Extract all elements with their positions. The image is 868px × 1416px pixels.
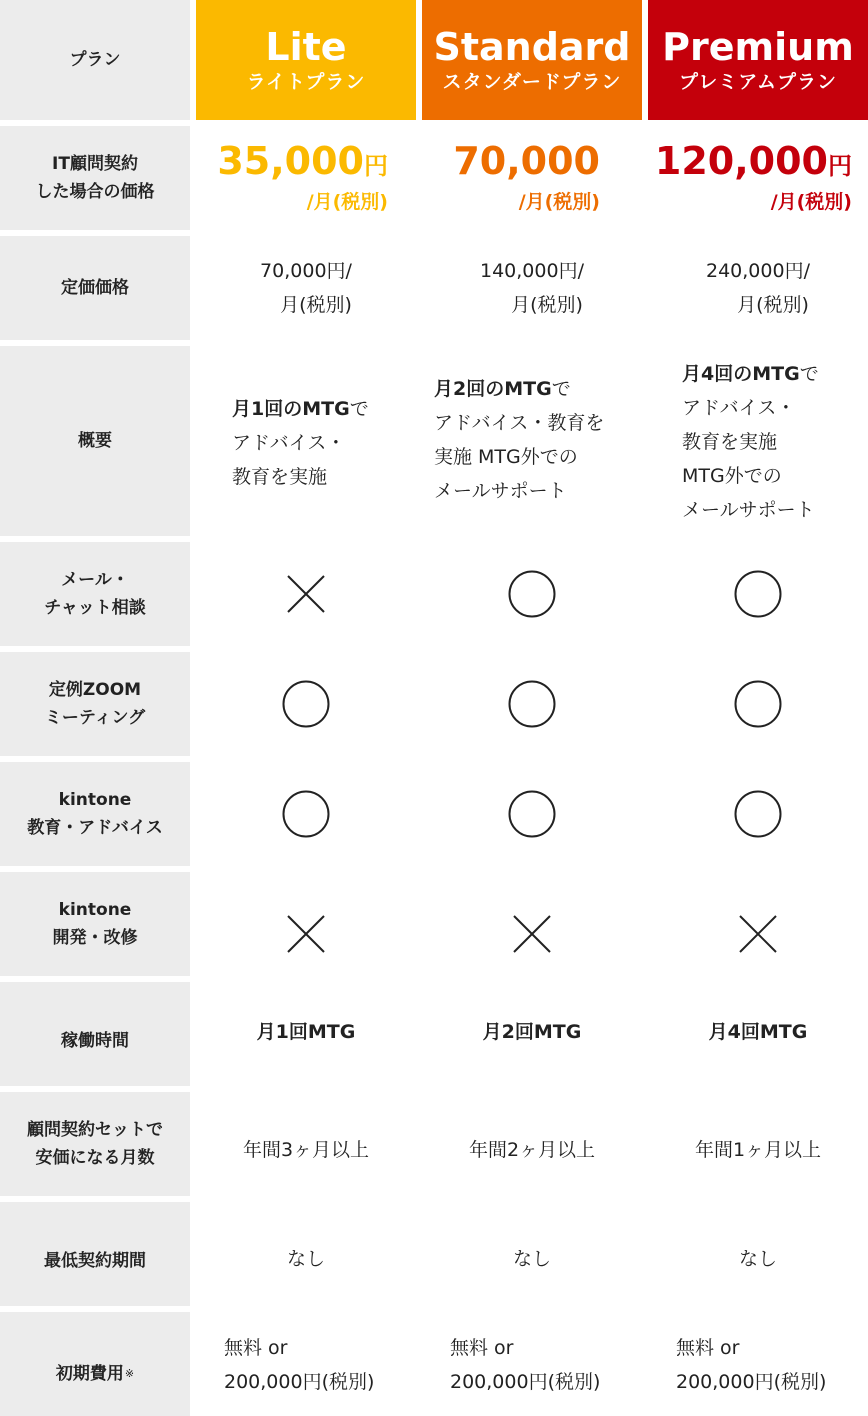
row-label-hours [0, 982, 190, 1086]
mail-chat-premium-mark [648, 542, 868, 646]
initial-line: 無料 or [676, 1337, 740, 1359]
row-label-mail-chat [0, 542, 190, 646]
label-line: 定価価格 [61, 278, 129, 298]
row-label-min-term [0, 1202, 190, 1306]
price-amount [217, 138, 388, 189]
initial-line: 無料 or [224, 1337, 288, 1359]
overview-line: MTG外での [682, 465, 782, 487]
overview-text: で [551, 378, 571, 400]
list-price-line: 月(税別) [511, 294, 583, 316]
min-term-lite: なし [286, 1248, 325, 1270]
min-term-premium: なし [738, 1248, 777, 1270]
label-line: 定例ZOOM [48, 680, 142, 700]
row-label-initial [0, 1312, 190, 1416]
circle-mark-icon [733, 569, 783, 619]
price-number: 35,000 [217, 139, 364, 183]
label-line: チャット相談 [44, 598, 146, 618]
initial-line: 200,000円(税別) [450, 1371, 601, 1393]
hours-lite: 月1回MTG [256, 1021, 356, 1043]
overview-text: で [799, 363, 819, 385]
plan-premium-header [648, 0, 868, 120]
row-label-list-price [0, 236, 190, 340]
discount-premium: 年間1ヶ月以上 [694, 1139, 822, 1161]
circle-mark-icon [733, 789, 783, 839]
price-period: /月(税別) [770, 191, 852, 213]
zoom-standard-mark [422, 652, 642, 756]
label-line: 概要 [78, 431, 112, 451]
plan-lite-header [196, 0, 416, 120]
plan-lite-jp: ライトプラン [246, 71, 366, 93]
label-line: IT顧問契約 [52, 154, 138, 174]
plan-premium-name: Premium [662, 25, 854, 69]
overview-standard [422, 372, 642, 522]
overview-text: で [349, 398, 369, 420]
plan-label-text: プラン [69, 50, 121, 70]
price-amount [453, 138, 600, 189]
initial-line: 無料 or [450, 1337, 514, 1359]
row-label-zoom [0, 652, 190, 756]
price-number: 70,000 [453, 139, 600, 183]
kintone-dev-standard-mark [422, 872, 642, 996]
zoom-lite-mark [196, 652, 416, 756]
overview-premium [648, 357, 868, 532]
plan-lite-name: Lite [265, 25, 347, 69]
circle-mark-icon [281, 679, 331, 729]
overview-line [434, 372, 642, 406]
plan-header-label [0, 0, 190, 120]
overview-line [232, 392, 416, 426]
overview-line: アドバイス・ [232, 432, 346, 454]
list-price-standard [422, 236, 642, 340]
row-label-price [0, 126, 190, 230]
price-premium [648, 126, 868, 230]
list-price-lite [196, 236, 416, 340]
row-label-kintone-edu [0, 762, 190, 866]
plan-premium-jp: プレミアムプラン [679, 71, 837, 93]
price-period: /月(税別) [306, 191, 388, 213]
list-price-line: 140,000円/ [480, 260, 584, 282]
row-label-discount [0, 1092, 190, 1196]
initial-lite [196, 1331, 416, 1401]
overview-line: 教育を実施 [232, 466, 328, 488]
label-line: 最低契約期間 [44, 1251, 146, 1271]
overview-line: アドバイス・教育を [434, 412, 605, 434]
label-line: 初期費用 [55, 1364, 124, 1384]
list-price-line: 月(税別) [737, 294, 809, 316]
label-line: kintone [58, 790, 132, 810]
overview-line [682, 357, 868, 391]
price-number: 120,000 [654, 139, 828, 183]
price-standard [422, 126, 642, 230]
label-line: 顧問契約セットで [27, 1120, 163, 1140]
row-label-kintone-dev [0, 872, 190, 976]
list-price-line: 70,000円/ [260, 260, 352, 282]
overview-bold: 月2回のMTG [434, 378, 552, 400]
overview-lite [196, 392, 416, 502]
price-amount [655, 138, 852, 189]
price-period: /月(税別) [518, 191, 600, 213]
initial-line: 200,000円(税別) [676, 1371, 827, 1393]
kintone-edu-premium-mark [648, 762, 868, 866]
plan-standard-header [422, 0, 642, 120]
mail-chat-lite-mark [196, 542, 416, 646]
label-line: メール・ [61, 570, 129, 590]
min-term-standard: なし [512, 1248, 551, 1270]
plan-standard-name: Standard [433, 25, 631, 69]
overview-line: メールサポート [434, 480, 567, 502]
row-label-overview [0, 346, 190, 536]
kintone-edu-standard-mark [422, 762, 642, 866]
initial-premium [648, 1331, 868, 1401]
circle-mark-icon [733, 679, 783, 729]
list-price-premium [648, 236, 868, 340]
mail-chat-standard-mark [422, 542, 642, 646]
label-line: 安価になる月数 [35, 1148, 155, 1168]
label-line: 教育・アドバイス [27, 818, 163, 838]
zoom-premium-mark [648, 652, 868, 756]
cross-mark-icon [281, 909, 331, 959]
label-line: ミーティング [44, 708, 146, 728]
list-price-line: 240,000円/ [706, 260, 810, 282]
cross-mark-icon [507, 909, 557, 959]
circle-mark-icon [281, 789, 331, 839]
circle-mark-icon [507, 679, 557, 729]
label-line: 稼働時間 [61, 1031, 129, 1051]
overview-line: 教育を実施 [682, 431, 778, 453]
overview-bold: 月4回のMTG [682, 363, 800, 385]
cross-mark-icon [281, 569, 331, 619]
price-unit: 円 [828, 152, 852, 180]
overview-line: メールサポート [682, 499, 815, 521]
cross-mark-icon [733, 909, 783, 959]
overview-line: アドバイス・ [682, 397, 796, 419]
list-price-line: 月(税別) [280, 294, 352, 316]
hours-standard: 月2回MTG [482, 1021, 582, 1043]
overview-line: 実施 MTG外での [434, 446, 578, 468]
label-line: 開発・改修 [52, 928, 138, 948]
circle-mark-icon [507, 569, 557, 619]
initial-line: 200,000円(税別) [224, 1371, 375, 1393]
footnote-mark: ※ [124, 1367, 135, 1380]
price-lite [196, 126, 416, 230]
overview-bold: 月1回のMTG [232, 398, 350, 420]
hours-premium: 月4回MTG [708, 1021, 808, 1043]
kintone-edu-lite-mark [196, 762, 416, 866]
label-line: kintone [58, 900, 132, 920]
plan-standard-jp: スタンダードプラン [442, 71, 622, 93]
price-unit: 円 [364, 152, 388, 180]
discount-lite: 年間3ヶ月以上 [242, 1139, 370, 1161]
circle-mark-icon [507, 789, 557, 839]
kintone-dev-lite-mark [196, 872, 416, 996]
discount-standard: 年間2ヶ月以上 [468, 1139, 596, 1161]
kintone-dev-premium-mark [648, 872, 868, 996]
initial-standard [422, 1331, 642, 1401]
label-line: した場合の価格 [35, 182, 155, 202]
